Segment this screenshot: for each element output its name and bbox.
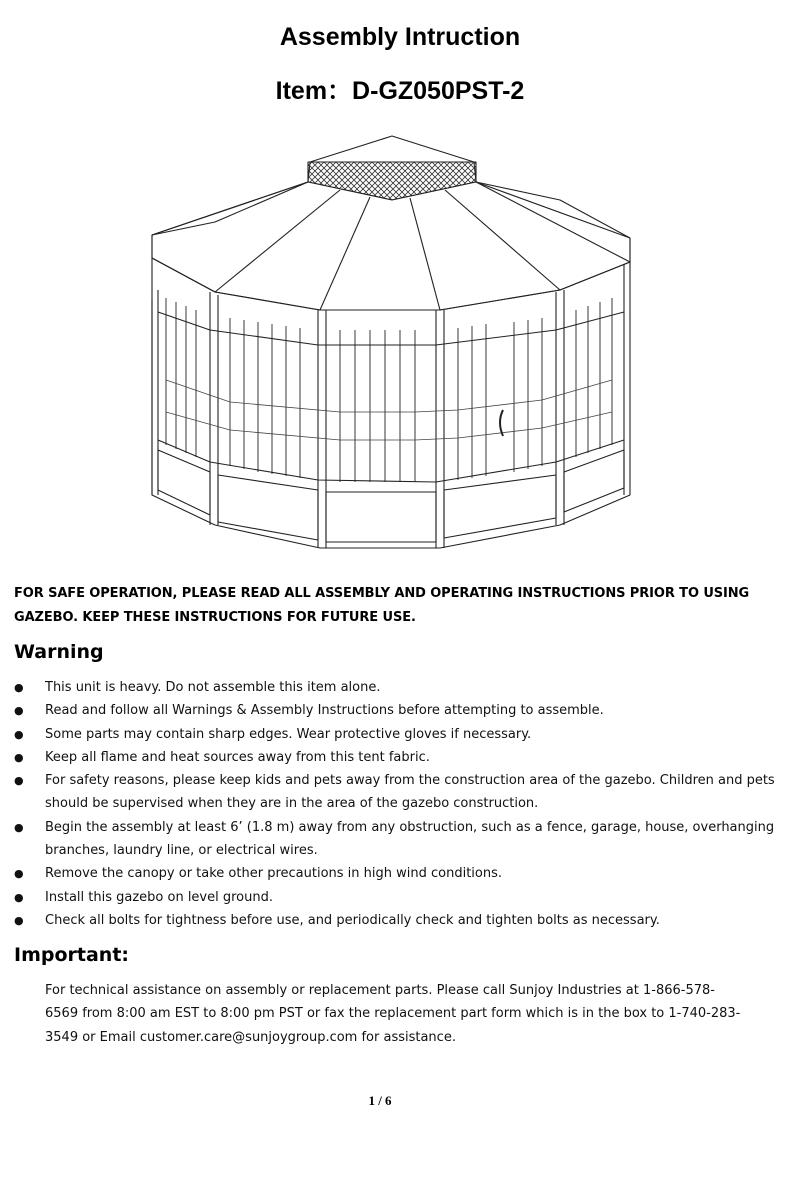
important-heading: Important:: [14, 944, 130, 966]
bullet-icon: ●: [14, 750, 24, 764]
list-item: [14, 816, 784, 863]
warning-list: [14, 676, 784, 932]
warning-heading: Warning: [14, 641, 104, 663]
list-item: [14, 746, 784, 769]
bullet-icon: ●: [14, 681, 24, 694]
page-number: 1 / 6: [368, 1093, 392, 1108]
list-item: [14, 769, 784, 816]
warning-text: Remove the canopy or take other precautions in high wind conditions.: [45, 866, 502, 882]
list-item: [14, 723, 784, 746]
list-item: [14, 862, 784, 885]
list-item: [14, 909, 784, 932]
bullet-icon: ●: [14, 820, 24, 834]
warning-text: Begin the assembly at least 6’ (1.8 m) away from any obstruction, such as a fence, garage, house, overhanging branches, laundry line, or electrical wires.: [45, 819, 775, 859]
item-number: Item：D-GZ050PST-2: [275, 77, 525, 105]
warning-text: This unit is heavy. Do not assemble this item alone.: [45, 680, 381, 695]
warning-text: Keep all flame and heat sources away from this tent fabric.: [45, 749, 430, 765]
safety-notice: FOR SAFE OPERATION, PLEASE READ ALL ASSEMBLY AND OPERATING INSTRUCTIONS PRIOR TO USING GAZEBO. KEEP THESE INSTRUCTIONS FOR FUTURE USE.: [14, 586, 750, 625]
gazebo-illustration-icon: [140, 128, 640, 558]
warning-text: Some parts may contain sharp edges. Wear protective gloves if necessary.: [45, 726, 532, 742]
warning-text: Read and follow all Warnings & Assembly Instructions before attempting to assemble.: [45, 703, 604, 719]
list-item: [14, 699, 784, 722]
warning-text: Install this gazebo on level ground.: [45, 889, 273, 905]
bullet-icon: ●: [14, 890, 24, 904]
bullet-icon: ●: [14, 867, 24, 881]
warning-text: For safety reasons, please keep kids and pets away from the construction area of the gazebo. Children and pets should be supervised when they are in the area of the gazebo construction.: [45, 773, 775, 812]
important-text: For technical assistance on assembly or replacement parts. Please call Sunjoy Industries at 1-866-578-6569 from 8:00 am EST to 8:00 pm PST or fax the replacement part form which is in the box to 1-740-283-3549 or Email customer.care@sunjoygroup.com for assistance.: [45, 983, 741, 1045]
bullet-icon: ●: [14, 774, 24, 788]
bullet-icon: ●: [14, 704, 24, 718]
document-title: Assembly Intruction: [279, 23, 521, 51]
warning-text: Check all bolts for tightness before use, and periodically check and tighten bolts as necessary.: [45, 912, 660, 928]
bullet-icon: ●: [14, 727, 24, 741]
list-item: [14, 886, 784, 909]
list-item: [14, 676, 784, 699]
bullet-icon: ●: [14, 913, 24, 927]
